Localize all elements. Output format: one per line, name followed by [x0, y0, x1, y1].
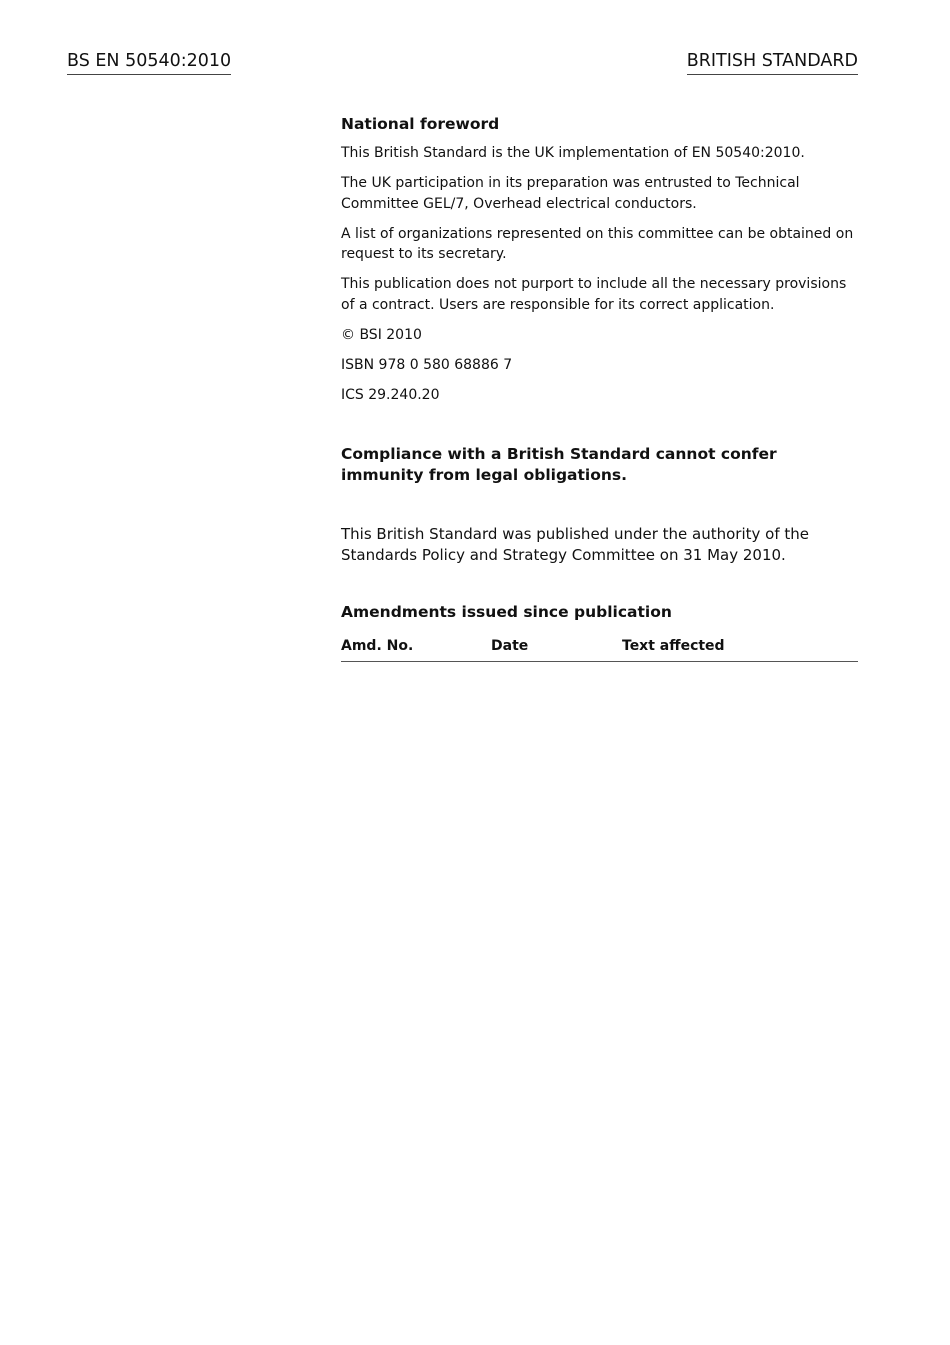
foreword-paragraph-organizations: A list of organizations represented on this committee can be obtained on request to its secretary.: [341, 225, 854, 262]
column-text-affected: Text affected: [622, 638, 725, 654]
amendments-table-header: [341, 637, 858, 662]
compliance-notice: Compliance with a British Standard cannot confer immunity from legal obligations.: [341, 445, 777, 484]
standard-number: BS EN 50540:2010: [67, 50, 231, 75]
foreword-paragraph-implementation: This British Standard is the UK implementation of EN 50540:2010.: [341, 145, 805, 161]
column-date: Date: [491, 638, 529, 654]
copyright-line: © BSI 2010: [341, 326, 422, 343]
foreword-paragraph-provisions: This publication does not purport to include all the necessary provisions of a contract. Users are responsible for its correct application.: [341, 276, 847, 313]
foreword-heading: National foreword: [341, 115, 500, 133]
foreword-content: [341, 113, 858, 662]
foreword-paragraph-committee: The UK participation in its preparation was entrusted to Technical Committee GEL/7, Overhead electrical conductors.: [341, 175, 800, 212]
authority-statement: This British Standard was published under the authority of the Standards Policy and Strategy Committee on 31 May 2010.: [341, 525, 810, 564]
amendments-heading: Amendments issued since publication: [341, 603, 672, 621]
ics-line: ICS 29.240.20: [341, 386, 440, 403]
standard-type: BRITISH STANDARD: [687, 50, 858, 75]
page-header: [67, 50, 858, 78]
column-amd-no: Amd. No.: [341, 638, 414, 654]
isbn-line: ISBN 978 0 580 68886 7: [341, 356, 513, 373]
